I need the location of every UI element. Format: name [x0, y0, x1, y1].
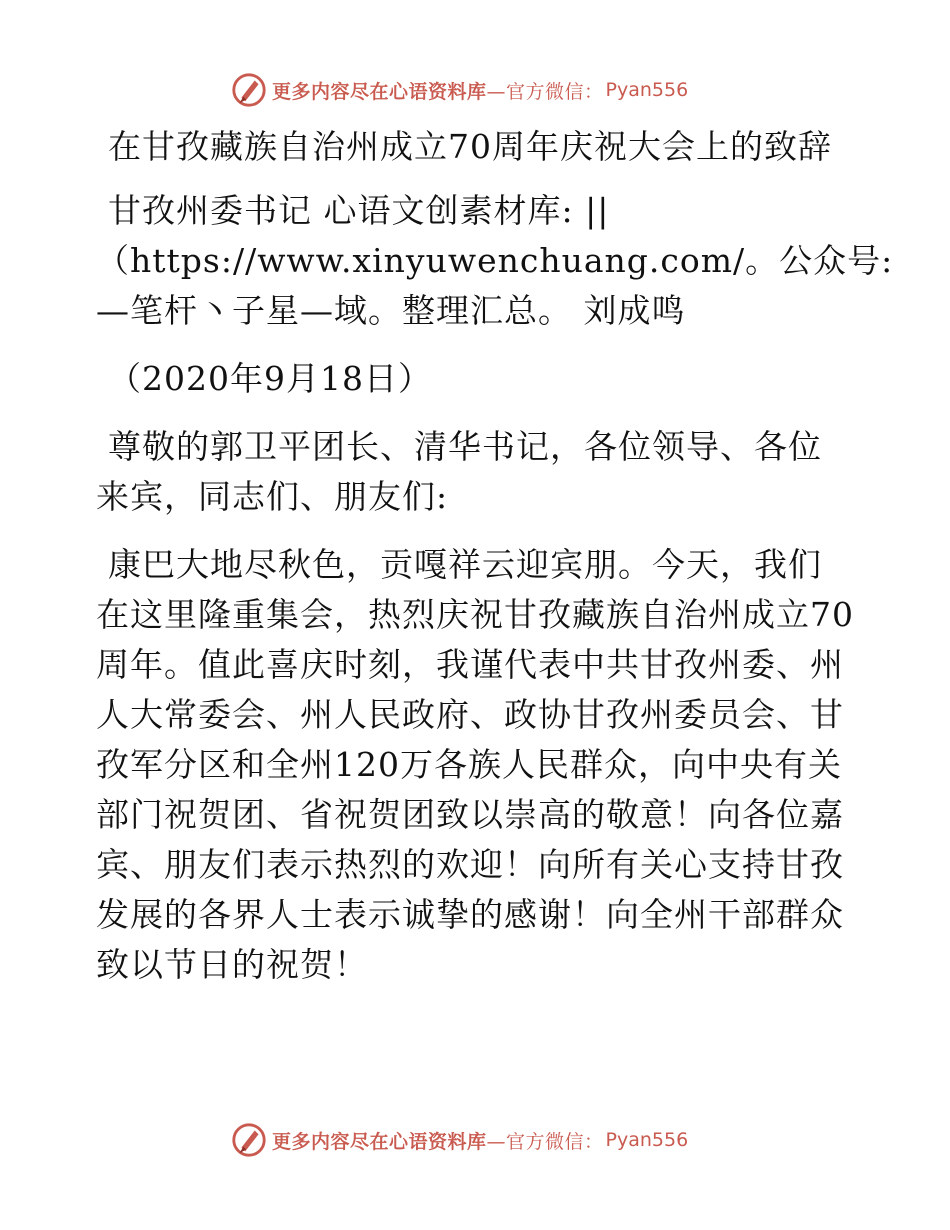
author-block [96, 186, 894, 336]
document-body [96, 122, 894, 990]
paragraph-line: 周年。值此喜庆时刻，我谨代表中共甘孜州委、州 [96, 645, 844, 684]
watermark-wechat-id: Pyan556 [605, 79, 689, 101]
watermark-text: 更多内容尽在心语资料库 [272, 80, 487, 103]
watermark-text: 更多内容尽在心语资料库 [272, 1130, 487, 1153]
author-line: （https://www.xinyuwenchuang.com/。公众号: [96, 241, 894, 280]
document-title: 在甘孜藏族自治州成立70周年庆祝大会上的致辞 [108, 127, 832, 166]
paragraph-line: 人大常委会、州人民政府、政协甘孜州委员会、甘 [96, 695, 844, 734]
pen-logo-icon [230, 1121, 268, 1159]
paragraph-line: 孜军分区和全州120万各族人民群众，向中央有关 [96, 745, 842, 784]
watermark-separator: —官方微信： [486, 80, 604, 103]
salutation [96, 422, 866, 522]
opening-paragraph [96, 540, 866, 990]
paragraph-line: 部门祝贺团、省祝贺团致以崇高的敬意！向各位嘉 [96, 795, 844, 834]
paragraph-line: 康巴大地尽秋色，贡嘎祥云迎宾朋。今天，我们 [108, 545, 822, 584]
paragraph-line: 宾、朋友们表示热烈的欢迎！向所有关心支持甘孜 [96, 845, 844, 884]
paragraph-line: 发展的各界人士表示诚挚的感谢！向全州干部群众 [96, 895, 844, 934]
paragraph-line: 在这里隆重集会，热烈庆祝甘孜藏族自治州成立70 [96, 595, 854, 634]
watermark-wechat-id: Pyan556 [605, 1129, 689, 1151]
paragraph-line: 致以节日的祝贺！ [96, 945, 368, 984]
author-line: —笔杆丶子星—域。整理汇总。 刘成鸣 [96, 291, 686, 330]
speech-date: （2020年9月18日） [108, 359, 432, 398]
salutation-line: 来宾，同志们、朋友们: [96, 477, 449, 516]
pen-logo-icon [230, 71, 268, 109]
footer-watermark [230, 1120, 688, 1160]
watermark-separator: —官方微信： [486, 1130, 604, 1153]
author-line: 甘孜州委书记 心语文创素材库: || [108, 191, 610, 230]
header-watermark [230, 70, 688, 110]
salutation-line: 尊敬的郭卫平团长、清华书记，各位领导、各位 [108, 427, 822, 466]
